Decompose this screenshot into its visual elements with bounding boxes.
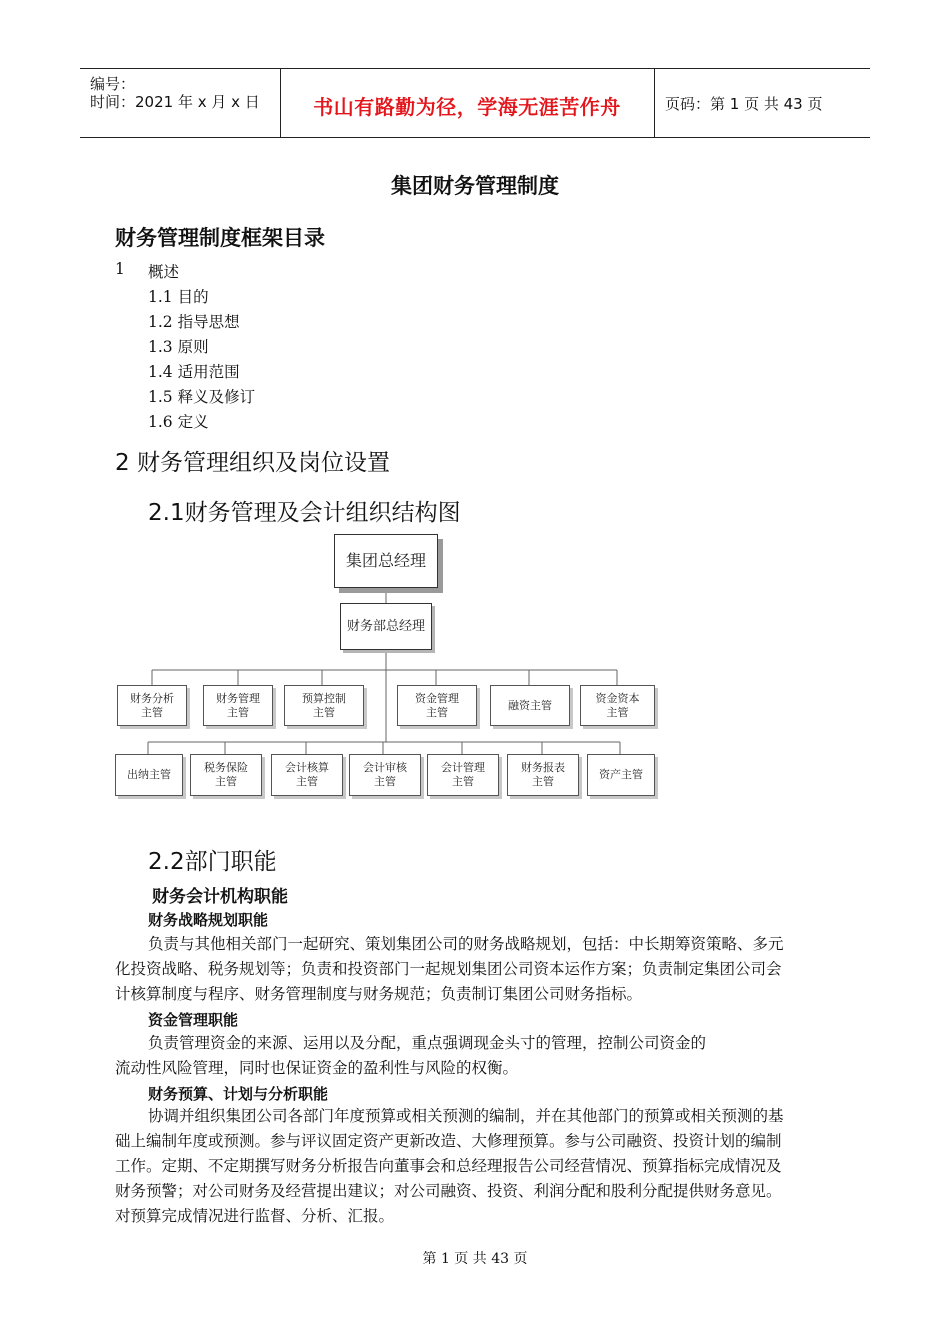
org-box-accounting-management: 会计管理 主管 <box>427 754 499 796</box>
org-box-audit: 会计审核 主管 <box>349 754 421 796</box>
framework-heading: 财务管理制度框架目录 <box>115 226 325 250</box>
org-box-financial-reports: 财务报表 主管 <box>507 754 579 796</box>
org-box-finance-general-manager: 财务部总经理 <box>340 603 432 650</box>
page-footer: 第 1 页 共 43 页 <box>422 1251 528 1267</box>
section-2-heading: 2 财务管理组织及岗位设置 <box>115 450 390 476</box>
org-box-budget-control: 预算控制 主管 <box>284 685 364 726</box>
org-box-group-general-manager: 集团总经理 <box>334 534 438 588</box>
toc-chapter-title: 概述 <box>148 263 180 281</box>
toc-item: 1.1 目的 <box>148 288 209 306</box>
toc-item: 1.5 释义及修订 <box>148 388 256 406</box>
toc-chapter-number: 1 <box>115 260 125 278</box>
time-label: 时间：2021 年 x 月 x 日 <box>90 93 260 111</box>
section-2-2-heading: 2.2部门职能 <box>148 849 277 875</box>
budget-title: 财务预算、计划与分析职能 <box>148 1085 329 1103</box>
org-box-tax-insurance: 税务保险 主管 <box>190 754 262 796</box>
org-box-finance-analysis: 财务分析 主管 <box>117 685 187 726</box>
toc-item: 1.4 适用范围 <box>148 363 240 381</box>
document-title: 集团财务管理制度 <box>391 174 559 198</box>
page-label: 页码：第 1 页 共 43 页 <box>665 95 823 113</box>
org-box-financing: 融资主管 <box>490 685 570 726</box>
org-box-finance-management: 财务管理 主管 <box>203 685 273 726</box>
org-box-cashier: 出纳主管 <box>115 754 183 796</box>
motto: 书山有路勤为径，学海无涯苦作舟 <box>313 95 621 119</box>
org-box-capital: 资金资本 主管 <box>580 685 655 726</box>
funds-paragraph: 负责管理资金的来源、运用以及分配，重点强调现金头寸的管理，控制公司资金的 流动性风险管理，同时也保证资金的盈利性与风险的权衡。 <box>115 1034 707 1077</box>
strategy-title: 财务战略规划职能 <box>148 911 269 929</box>
toc-item: 1.3 原则 <box>148 338 209 356</box>
toc-item: 1.6 定义 <box>148 413 209 431</box>
toc-item: 1.2 指导思想 <box>148 313 240 331</box>
org-box-funds-management: 资金管理 主管 <box>397 685 477 726</box>
number-label: 编号： <box>90 75 136 93</box>
section-2-1-heading: 2.1财务管理及会计组织结构图 <box>148 500 461 526</box>
org-box-accounting: 会计核算 主管 <box>271 754 343 796</box>
org-box-assets: 资产主管 <box>587 754 655 796</box>
funds-title: 资金管理职能 <box>148 1011 239 1029</box>
budget-paragraph: 协调并组织集团公司各部门年度预算或相关预测的编制，并在其他部门的预算或相关预测的基 础上编制年度或预测。参与评议固定资产更新改造、大修理预算。参与公司融资、投资计划的编制 工作。定期、不定期撰写财务分析报告向董事会和总经理报告公司经营情况、预算指标完成情况及 财务预警；对公司财务及经营提出建议；对公司融资、投资、利润分配和股利分配提供财务意见。 对预算完成情况进行监督、分析、汇报。 <box>115 1107 784 1225</box>
strategy-paragraph: 负责与其他相关部门一起研究、策划集团公司的财务战略规划，包括：中长期筹资策略、多元 化投资战略、税务规划等；负责和投资部门一起规划集团公司资本运作方案；负责制定集团公司会 计核算制度与程序、财务管理制度与财务规范；负责制订集团公司财务指标。 <box>115 935 784 1003</box>
functions-heading: 财务会计机构职能 <box>152 887 288 907</box>
